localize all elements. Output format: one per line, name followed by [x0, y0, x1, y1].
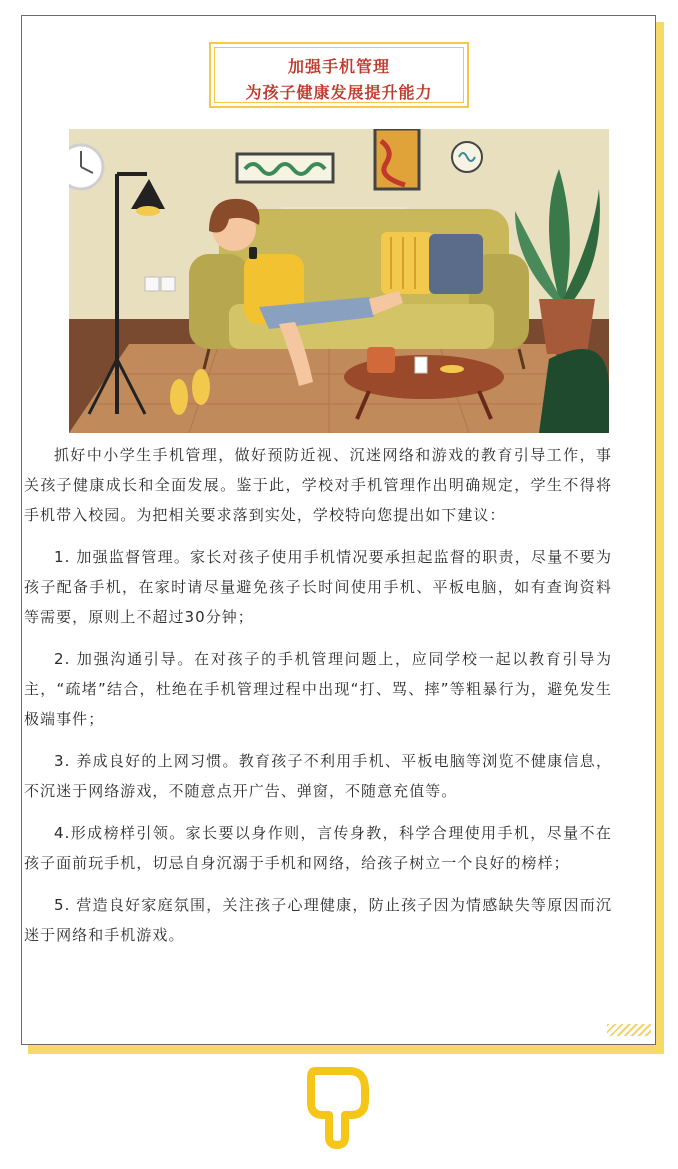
article-body — [24, 440, 612, 962]
living-room-illustration — [69, 129, 609, 433]
page-subtitle: 为孩子健康发展提升能力 — [245, 83, 433, 102]
suggestion-2: 2. 加强沟通引导。在对孩子的手机管理问题上，应同学校一起以教育引导为主，“疏堵”结合，杜绝在手机管理过程中出现“打、骂、摔”等粗暴行为，避免发生极端事件； — [24, 650, 612, 728]
suggestion-3: 3. 养成良好的上网习惯。教育孩子不利用手机、平板电脑等浏览不健康信息，不沉迷于网络游戏，不随意点开广告、弹窗，不随意充值等。 — [24, 752, 612, 800]
intro-paragraph: 抓好中小学生手机管理，做好预防近视、沉迷网络和游戏的教育引导工作，事关孩子健康成长和全面发展。鉴于此，学校对手机管理作出明确规定，学生不得将手机带入校园。为把相关要求落到实处，学校特向您提出如下建议： — [24, 446, 612, 524]
wall-clock — [69, 145, 103, 189]
title-box — [209, 42, 469, 108]
suggestion-5: 5. 营造良好家庭氛围，关注孩子心理健康，防止孩子因为情感缺失等原因而沉迷于网络和手机游戏。 — [24, 896, 612, 944]
corner-stripes — [607, 1024, 651, 1036]
suggestion-1: 1. 加强监督管理。家长对孩子使用手机情况要承担起监督的职责，尽量不要为孩子配备手机，在家时请尽量避免孩子长时间使用手机、平板电脑，如有查询资料等需要，原则上不超过30分钟； — [24, 548, 612, 626]
suggestion-4: 4.形成榜样引领。家长要以身作则，言传身教，科学合理使用手机，尽量不在孩子面前玩手机，切忌自身沉溺于手机和网络，给孩子树立一个良好的榜样； — [24, 824, 612, 872]
page-title: 加强手机管理 — [287, 57, 390, 76]
hand-pointing-down-icon — [305, 1063, 373, 1149]
